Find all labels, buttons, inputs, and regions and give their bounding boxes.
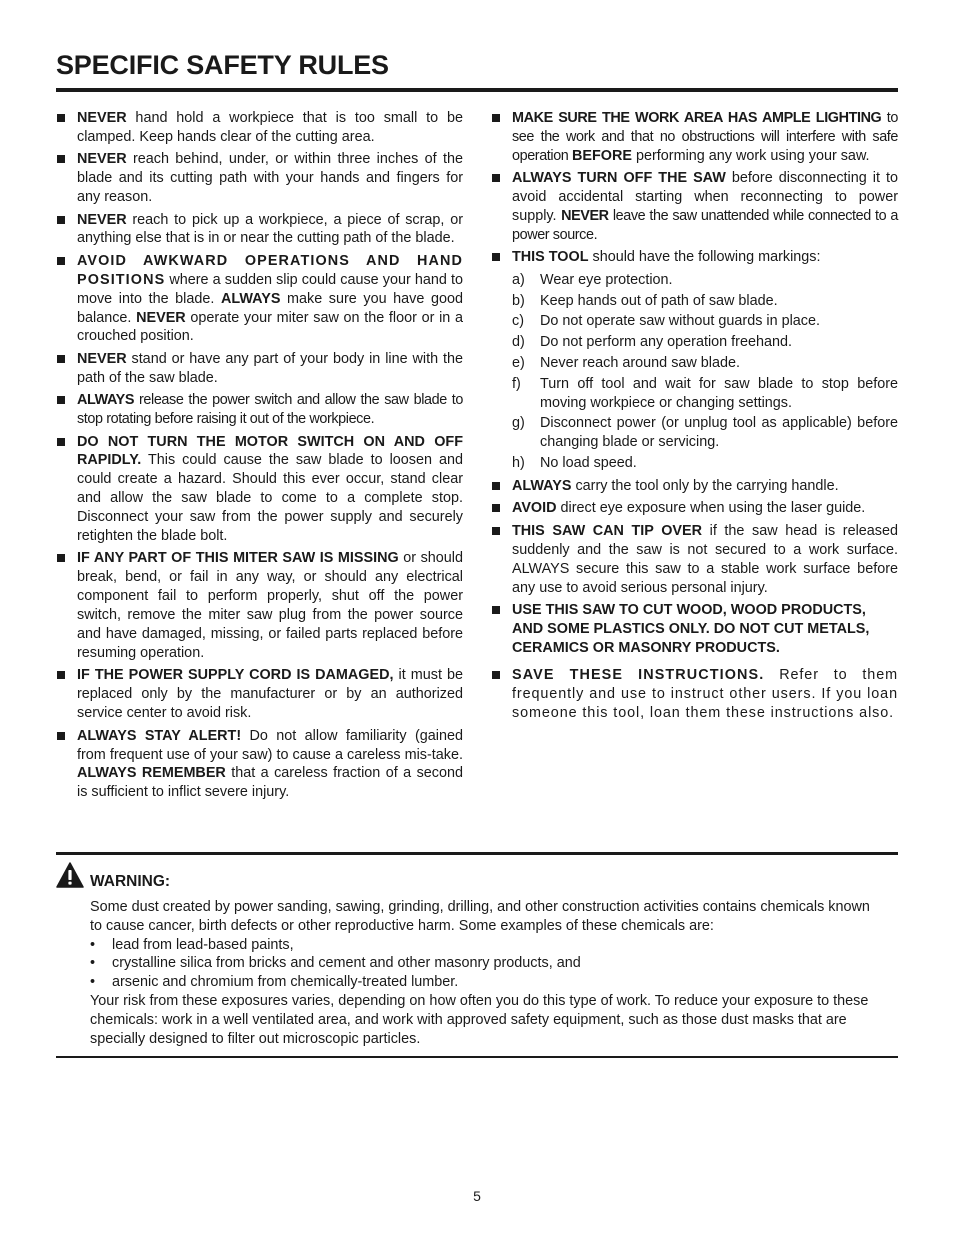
right-column <box>491 109 898 726</box>
list-item: a) Wear eye protection. <box>512 271 673 288</box>
warning-bottom-divider <box>56 1056 898 1058</box>
rule-cut-materials: USE THIS SAW TO CUT WOOD, WOOD PRODUCTS, AND SOME PLASTICS ONLY. DO NOT CUT METALS, CERAMICS OR MASONRY PRODUCTS. <box>491 601 898 658</box>
warning-heading: WARNING: <box>90 873 171 890</box>
rule-damaged-cord: IF THE POWER SUPPLY CORD IS DAMAGED, it must be replaced only by the manufacturer or by an authorized service center to avoid risk. <box>56 666 463 723</box>
rule-release-switch: ALWAYS release the power switch and allow the saw blade to stop rotating before raising it out of the workpiece. <box>56 391 463 429</box>
rule-small-workpiece: NEVER hand hold a workpiece that is too small to be clamped. Keep hands clear of the cutting area. <box>56 109 463 147</box>
list-item: c) Do not operate saw without guards in place. <box>512 313 820 330</box>
rule-pick-up-workpiece: NEVER reach to pick up a workpiece, a piece of scrap, or anything else that is in or near the cutting path of the blade. <box>56 211 463 249</box>
list-item: • crystalline silica from bricks and cement and other masonry products, and <box>90 955 581 972</box>
rule-turn-off-saw: ALWAYS TURN OFF THE SAW before disconnecting it to avoid accidental starting when reconnecting to power supply. NEVER leave the saw unattended while connected to a power source. <box>491 169 898 245</box>
rule-ample-lighting: MAKE SURE THE WORK AREA HAS AMPLE LIGHTING to see the work and that no obstructions will interfere with safe operation BEFORE performing any work using your saw. <box>491 109 898 166</box>
warning-intro: Some dust created by power sanding, sawing, grinding, drilling, and other construction activities contains chemicals known to cause cancer, birth defects or other reproductive harm. Some examples of these chemicals are: <box>90 899 870 934</box>
list-item: h) No load speed. <box>512 455 637 472</box>
rule-tool-markings: THIS TOOL should have the following markings: <box>491 248 898 267</box>
rule-awkward-operations: AVOID AWKWARD OPERATIONS AND HAND POSITIONS where a sudden slip could cause your hand to move into the blade. ALWAYS make sure you have good balance. NEVER operate your miter saw on the floor or in a crouched position. <box>56 252 463 347</box>
rule-carry-handle: ALWAYS carry the tool only by the carrying handle. <box>491 477 898 496</box>
rule-tip-over: THIS SAW CAN TIP OVER if the saw head is released suddenly and the saw is not secured to a work surface. ALWAYS secure this saw to a stable work surface before any use to avoid serious personal injury. <box>491 522 898 598</box>
rule-laser-guide: AVOID direct eye exposure when using the laser guide. <box>491 499 898 518</box>
rule-motor-switch: DO NOT TURN THE MOTOR SWITCH ON AND OFF RAPIDLY. This could cause the saw blade to loosen and could create a hazard. Should this ever occur, stand clear and allow the saw blade to come to a complete stop. Disconnect your saw from the power supply and securely retighten the blade bolt. <box>56 433 463 546</box>
rule-reach-behind: NEVER reach behind, under, or within three inches of the blade and its cutting path with your hands and fingers for any reason. <box>56 150 463 207</box>
rule-body-in-line: NEVER stand or have any part of your body in line with the path of the saw blade. <box>56 350 463 388</box>
warning-body <box>90 898 880 1048</box>
list-item: • arsenic and chromium from chemically-treated lumber. <box>90 974 459 991</box>
page-number: 5 <box>473 1188 481 1204</box>
list-item: • lead from lead-based paints, <box>90 936 294 953</box>
warning-top-divider <box>56 852 898 855</box>
rule-missing-part: IF ANY PART OF THIS MITER SAW IS MISSING or should break, bend, or fail in any way, or should any electrical component fail to perform properly, shut off the power switch, remove the miter saw plug from the power source and have damaged, missing, or failed parts replaced before resuming operation. <box>56 549 463 662</box>
list-item: b) Keep hands out of path of saw blade. <box>512 292 778 309</box>
list-item: d) Do not perform any operation freehand. <box>512 334 792 351</box>
markings-list <box>512 271 898 473</box>
warning-chemical-list <box>90 936 880 992</box>
warning-triangle-icon <box>56 862 84 888</box>
list-item: e) Never reach around saw blade. <box>512 354 740 371</box>
list-item: g) Disconnect power (or unplug tool as applicable) before changing blade or servicing. <box>512 415 898 451</box>
warning-outro: Your risk from these exposures varies, depending on how often you do this type of work. To reduce your exposure to these chemicals: work in a well ventilated area, and work with approved safety equipment, such as those dust masks that are specially designed to filter out microscopic particles. <box>90 992 869 1047</box>
left-column <box>56 109 463 806</box>
list-item: f) Turn off tool and wait for saw blade to stop before moving workpiece or changing settings. <box>512 375 898 411</box>
title-divider <box>56 88 898 92</box>
rule-save-instructions: SAVE THESE INSTRUCTIONS. Refer to them frequently and use to instruct other users. If you loan someone this tool, loan them these instructions also. <box>491 666 898 723</box>
page-title: SPECIFIC SAFETY RULES <box>56 50 389 80</box>
rule-stay-alert: ALWAYS STAY ALERT! Do not allow familiarity (gained from frequent use of your saw) to cause a careless mis-take. ALWAYS REMEMBER that a careless fraction of a second is sufficient to inflict severe injury. <box>56 727 463 803</box>
